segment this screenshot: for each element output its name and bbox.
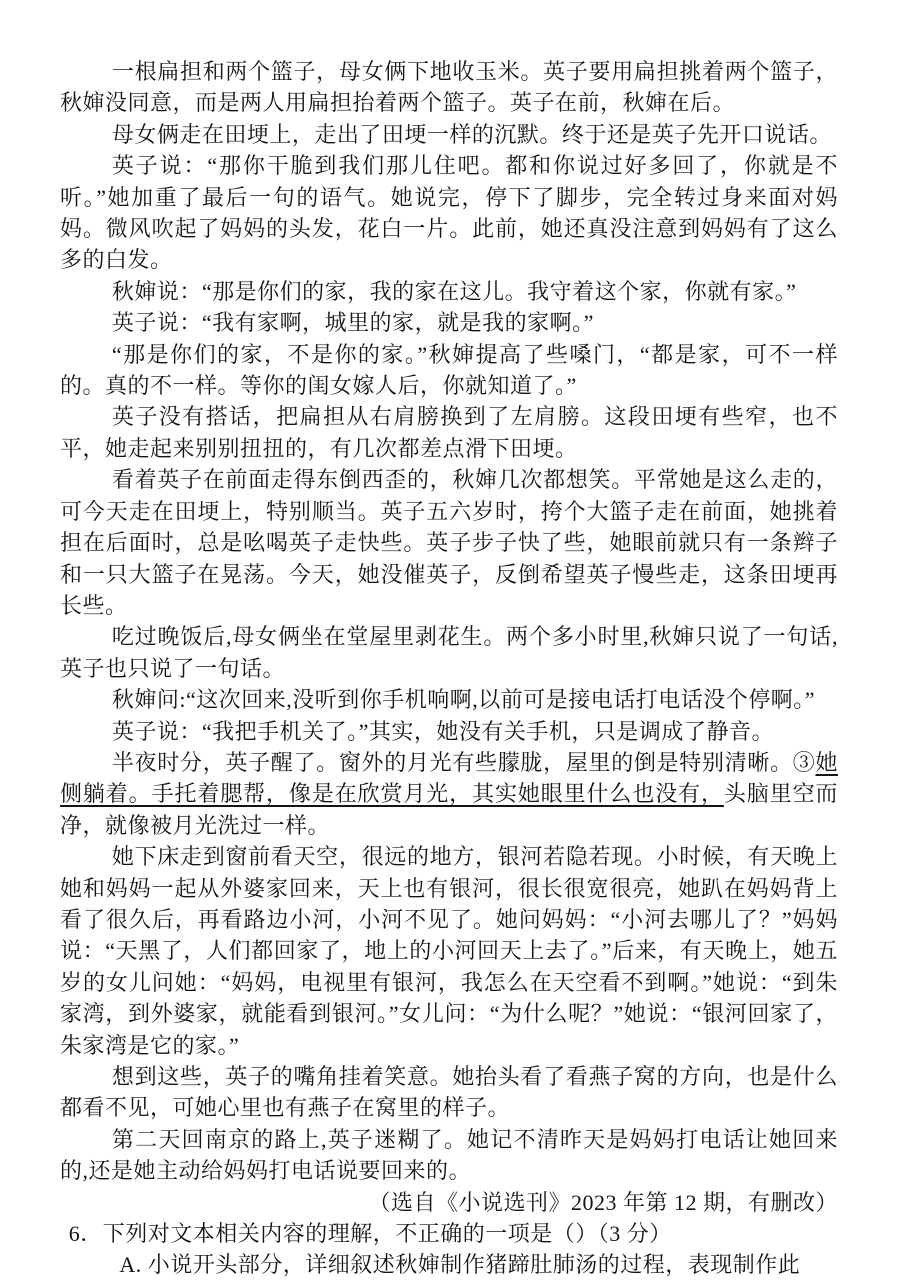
para-6 [60, 339, 838, 402]
text-segment: “那是你们的家，不是你的家。”秋婶提高了些嗓门，“都是家，可不一样的。真的不一样。等你的闺女嫁人后，你就知道了。” [60, 341, 838, 399]
text-segment: 母女俩走在田埂上，走出了田埂一样的沉默。终于还是英子先开口说话。 [111, 121, 832, 147]
article-text [60, 56, 838, 1281]
para-5 [60, 307, 838, 338]
para-11 [60, 716, 838, 747]
text-segment: 吃过晚饭后,母女俩坐在堂屋里剥花生。两个多小时里,秋婶只说了一句话,英子也只说了一句话。 [60, 624, 838, 681]
underlined-sentence-3: 她侧躺着。手托着腮帮，像是在欣赏月光，其实她眼里什么也没有， [60, 749, 838, 807]
question-6 [60, 1218, 838, 1249]
para-12 [60, 747, 838, 841]
para-10 [60, 684, 838, 715]
text-segment: 英子没有搭话，把扁担从右肩膀换到了左肩膀。这段田埂有些窄，也不平，她走起来别别扭扭的，有几次都差点滑下田埂。 [60, 404, 838, 461]
para-1 [60, 56, 838, 119]
text-segment: 半夜时分，英子醒了。窗外的月光有些朦胧，屋里的倒是特别清晰。③ [111, 749, 816, 775]
citation [60, 1187, 838, 1218]
text-segment: 秋婶说：“那是你们的家，我的家在这儿。我守着这个家，你就有家。” [111, 278, 797, 304]
text-segment: 秋婶问:“这次回来,没听到你手机响啊,以前可是接电话打电话没个停啊。” [111, 687, 816, 713]
text-segment: 英子说：“我把手机关了。”其实，她没有关手机，只是调成了静音。 [111, 718, 774, 744]
para-8 [60, 464, 838, 621]
para-9 [60, 621, 838, 684]
text-segment: 英子说：“那你干脆到我们那儿住吧。都和你说过好多回了，你就是不听。”她加重了最后一句的语气。她说完，停下了脚步，完全转过身来面对妈妈。微风吹起了妈妈的头发，花白一片。此前，她还真没注意到妈妈有了这么多的白发。 [60, 153, 838, 273]
para-4 [60, 276, 838, 307]
text-segment: 一根扁担和两个篮子，母女俩下地收玉米。英子要用扁担挑着两个篮子，秋婶没同意，而是两人用扁担抬着两个篮子。英子在前，秋婶在后。 [60, 59, 838, 116]
text-segment: （选自《小说选刊》2023 年第 12 期，有删改） [368, 1189, 838, 1215]
text-segment: 她下床走到窗前看天空，很远的地方，银河若隐若现。小时候，有天晚上她和妈妈一起从外婆家回来，天上也有银河，很长很宽很亮，她趴在妈妈背上看了很久后，再看路边小河，小河不见了。她问妈妈：“小河去哪儿了？”妈妈说：“天黑了，人们都回家了，地上的小河回天上去了。”后来，有天晚上，她五岁的女儿问她：“妈妈，电视里有银河，我怎么在天空看不到啊。”她说：“到朱家湾，到外婆家，就能看到银河。”女儿问：“为什么呢？”她说：“银河回家了，朱家湾是它的家。” [60, 844, 838, 1058]
text-segment: 第二天回南京的路上,英子迷糊了。她记不清昨天是妈妈打电话让她回来的,还是她主动给妈妈打电话说要回来的。 [60, 1126, 838, 1184]
para-7 [60, 401, 838, 464]
para-14 [60, 1061, 838, 1124]
option-a [60, 1249, 838, 1280]
text-segment: 头脑里空而净，就像被月光洗过一样。 [60, 781, 838, 838]
para-2 [60, 119, 838, 150]
text-segment: 6．下列对文本相关内容的理解，不正确的一项是（）（3 分） [68, 1221, 672, 1247]
text-segment: 想到这些，英子的嘴角挂着笑意。她抬头看了看燕子窝的方向，也是什么都看不见，可她心里也有燕子在窝里的样子。 [60, 1064, 838, 1121]
para-13 [60, 841, 838, 1061]
text-segment: 英子说：“我有家啊，城里的家，就是我的家啊。” [111, 310, 594, 336]
text-segment: A. 小说开头部分，详细叙述秋婶制作猪蹄肚肺汤的过程，表现制作此 [119, 1252, 801, 1278]
para-3 [60, 150, 838, 276]
text-segment: 看着英子在前面走得东倒西歪的，秋婶几次都想笑。平常她是这么走的，可今天走在田埂上，特别顺当。英子五六岁时，挎个大篮子走在前面，她挑着担在后面时，总是吆喝英子走快些。英子步子快了些，她眼前就只有一条辫子和一只大篮子在晃荡。今天，她没催英子，反倒希望英子慢些走，这条田埂再长些。 [60, 467, 838, 618]
para-15 [60, 1124, 838, 1187]
